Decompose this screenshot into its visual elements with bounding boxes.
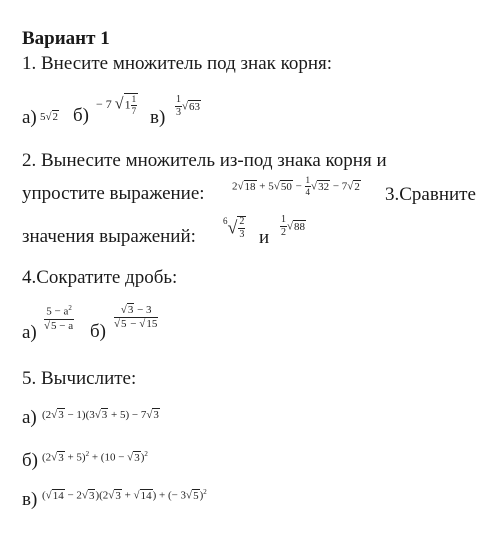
task1-b-label: б) [73, 105, 89, 126]
task4-b-expr: $\frac{√3 - 3}{√5 - √15}$ [114, 304, 158, 330]
task1-text: 1. Внесите множитель под знак корня: [22, 53, 333, 74]
task1-b-expr: − 7 √1 $\frac{1}{7}$ [96, 94, 137, 116]
task5-c-expr: (√14 − 2√3)(2√3 + √14) + (− 3√5)$^2$ [42, 488, 207, 502]
task5-c-label: в) [22, 489, 38, 510]
task2-expr: 2√18 + 5√50 − $\frac{1}{4}$ √32 − 7√2 [232, 175, 360, 197]
task4-b-label: б) [90, 321, 106, 342]
task5-b-label: б) [22, 450, 38, 471]
task1-c-label: в) [150, 107, 166, 128]
task5-b-expr: $(2√3 + 5)^2 + (10 - √3)^2$ [42, 450, 148, 464]
task1-a-expr: 5√2 [40, 111, 59, 123]
task3-and: и [259, 227, 270, 248]
task4-text: 4.Сократите дробь: [22, 267, 178, 288]
task5-a-expr: (2√3 − 1)(3√3 + 5) − 7√3 [42, 409, 159, 421]
task2-line1: 2. Вынесите множитель из-под знака корня и [22, 150, 387, 171]
task5-a-label: а) [22, 407, 37, 428]
task2-line2: упростите выражение: [22, 183, 205, 204]
task3-line2: значения выражений: [22, 226, 196, 247]
task4-a-label: а) [22, 322, 37, 343]
variant-title: Вариант 1 [22, 28, 110, 49]
task5-text: 5. Вычислите: [22, 368, 137, 389]
task3-text: 3.Сравните [385, 184, 476, 205]
task4-a-expr: $\frac{5 - a^2}{√5 - a}$ [44, 304, 74, 332]
task1-a-label: а) [22, 107, 37, 128]
task3-expr1: $^6$√ $\frac{2}{3}$ [223, 216, 245, 240]
task3-expr2: $\frac{1}{2}$ √88 [281, 214, 306, 238]
task1-c-expr: $\frac{1}{3}$ √63 [176, 94, 201, 118]
